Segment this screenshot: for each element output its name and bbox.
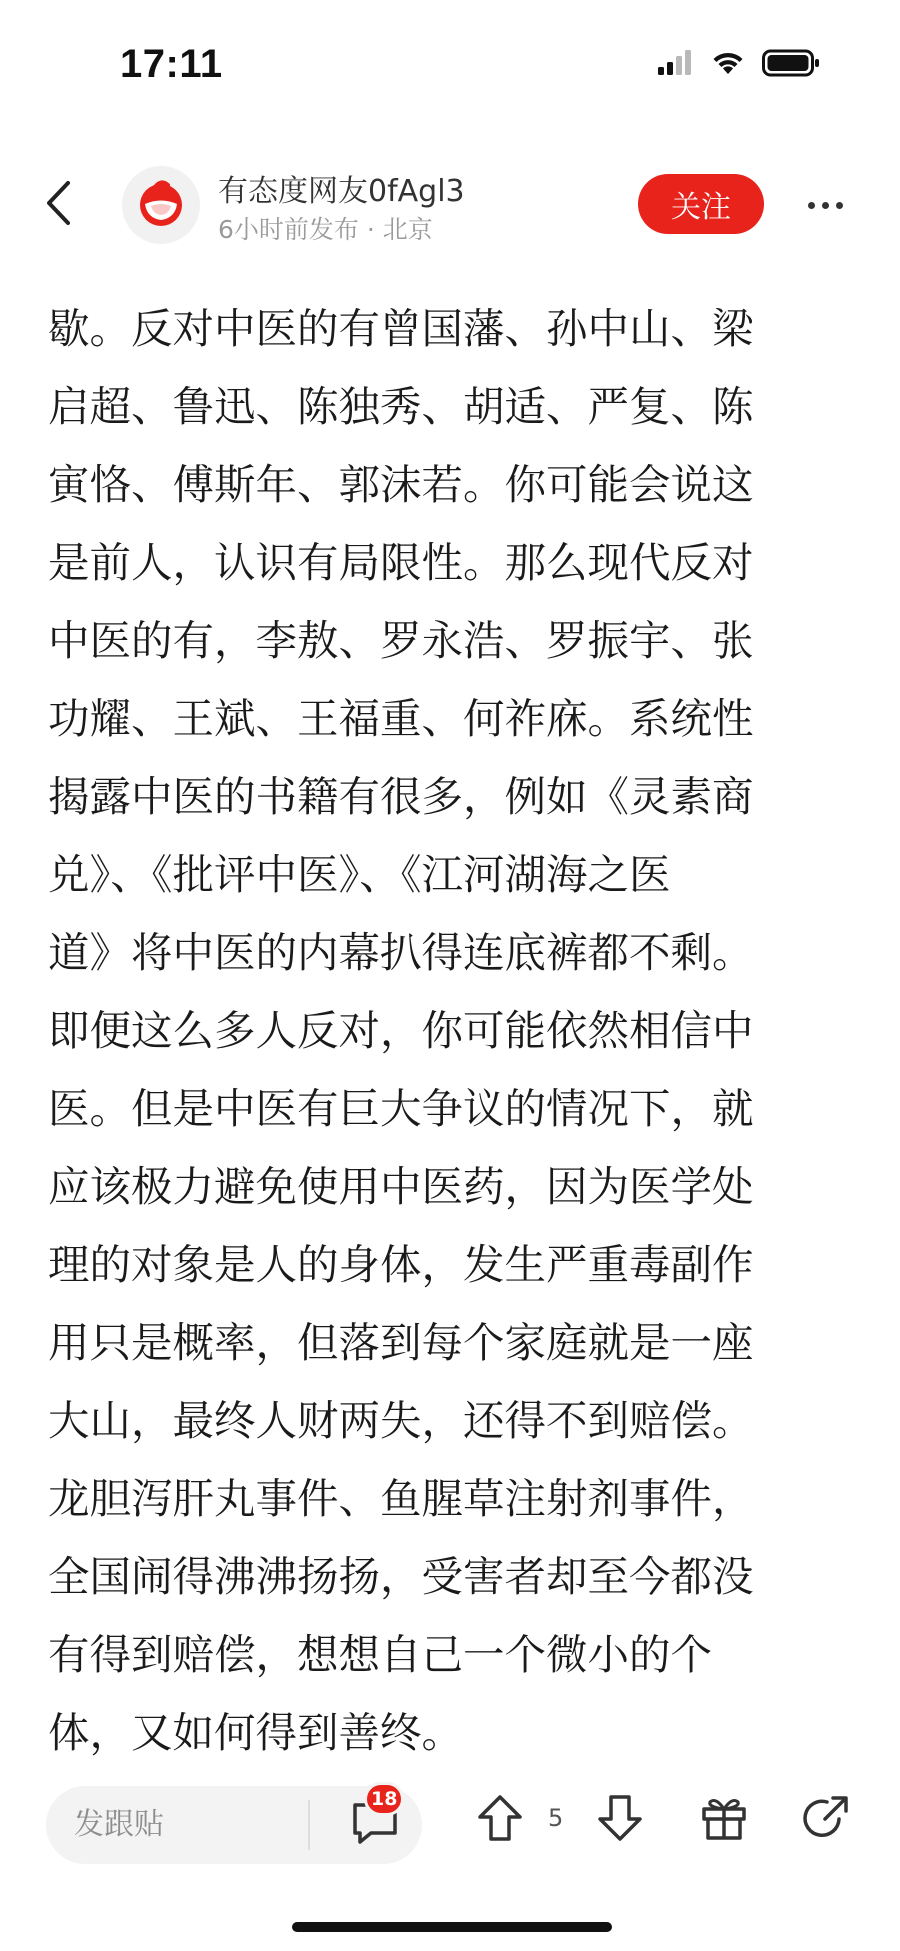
signal-icon xyxy=(658,49,694,81)
post-header xyxy=(0,160,900,250)
share-button[interactable] xyxy=(798,1792,854,1848)
upvote-button[interactable] xyxy=(472,1792,528,1848)
article-line: 寅恪、傅斯年、郭沫若。你可能会说这 xyxy=(48,460,754,509)
status-icons xyxy=(658,48,822,82)
article-line: 揭露中医的书籍有很多，例如《灵素商 xyxy=(48,772,754,821)
back-button[interactable] xyxy=(36,178,80,232)
article-line: 功耀、王斌、王福重、何祚庥。系统性 xyxy=(48,694,754,743)
avatar[interactable] xyxy=(122,166,200,244)
status-time: 17:11 xyxy=(120,42,223,86)
vote-count: 5 xyxy=(548,1804,564,1832)
wifi-icon xyxy=(710,49,746,81)
app-logo-icon xyxy=(131,173,191,237)
user-name[interactable]: 有态度网友0fAgl3 xyxy=(218,174,465,209)
article-line: 大山，最终人财两失，还得不到赔偿。 xyxy=(48,1396,754,1445)
article-line: 应该极力避免使用中医药，因为医学处 xyxy=(48,1162,754,1211)
more-button[interactable] xyxy=(800,180,850,230)
article-line: 是前人，认识有局限性。那么现代反对 xyxy=(48,538,754,587)
article-body xyxy=(48,290,830,1772)
article-line: 理的对象是人的身体，发生严重毒副作 xyxy=(48,1240,754,1289)
article-line: 全国闹得沸沸扬扬，受害者却至今都没 xyxy=(48,1552,754,1601)
downvote-button[interactable] xyxy=(592,1792,648,1848)
battery-icon xyxy=(762,48,822,82)
article-line: 启超、鲁迅、陈独秀、胡适、严复、陈 xyxy=(48,382,754,431)
comment-count-badge: 18 xyxy=(364,1782,404,1816)
article-line: 医。但是中医有巨大争议的情况下，就 xyxy=(48,1084,754,1133)
gift-icon xyxy=(699,1793,749,1847)
divider xyxy=(308,1800,310,1850)
article-line: 中医的有，李敖、罗永浩、罗振宇、张 xyxy=(48,616,754,665)
more-horizontal-icon xyxy=(808,202,843,209)
reply-input[interactable] xyxy=(46,1786,422,1864)
share-icon xyxy=(801,1793,851,1847)
article-line: 用只是概率，但落到每个家庭就是一座 xyxy=(48,1318,754,1367)
home-indicator[interactable] xyxy=(292,1922,612,1932)
article-line: 兑》、《批评中医》、《江河湖海之医 xyxy=(48,850,671,899)
arrow-down-icon xyxy=(596,1793,644,1847)
gift-button[interactable] xyxy=(696,1792,752,1848)
article-line: 有得到赔偿，想想自己一个微小的个 xyxy=(48,1630,713,1679)
article-line: 即便这么多人反对，你可能依然相信中 xyxy=(48,1006,754,1055)
article-line: 歇。反对中医的有曾国藩、孙中山、梁 xyxy=(48,304,754,353)
article-line: 龙胆泻肝丸事件、鱼腥草注射剂事件， xyxy=(48,1474,754,1523)
chevron-left-icon xyxy=(44,180,72,230)
article-line: 体，又如何得到善终。 xyxy=(48,1708,464,1757)
post-meta: 6小时前发布 · 北京 xyxy=(218,215,433,244)
bottom-action-bar xyxy=(0,1780,900,1870)
reply-placeholder: 发跟贴 xyxy=(74,1807,164,1842)
status-bar xyxy=(0,0,900,130)
follow-button[interactable]: 关注 xyxy=(638,174,764,234)
article-line: 道》将中医的内幕扒得连底裤都不剩。 xyxy=(48,928,754,977)
arrow-up-icon xyxy=(476,1793,524,1847)
